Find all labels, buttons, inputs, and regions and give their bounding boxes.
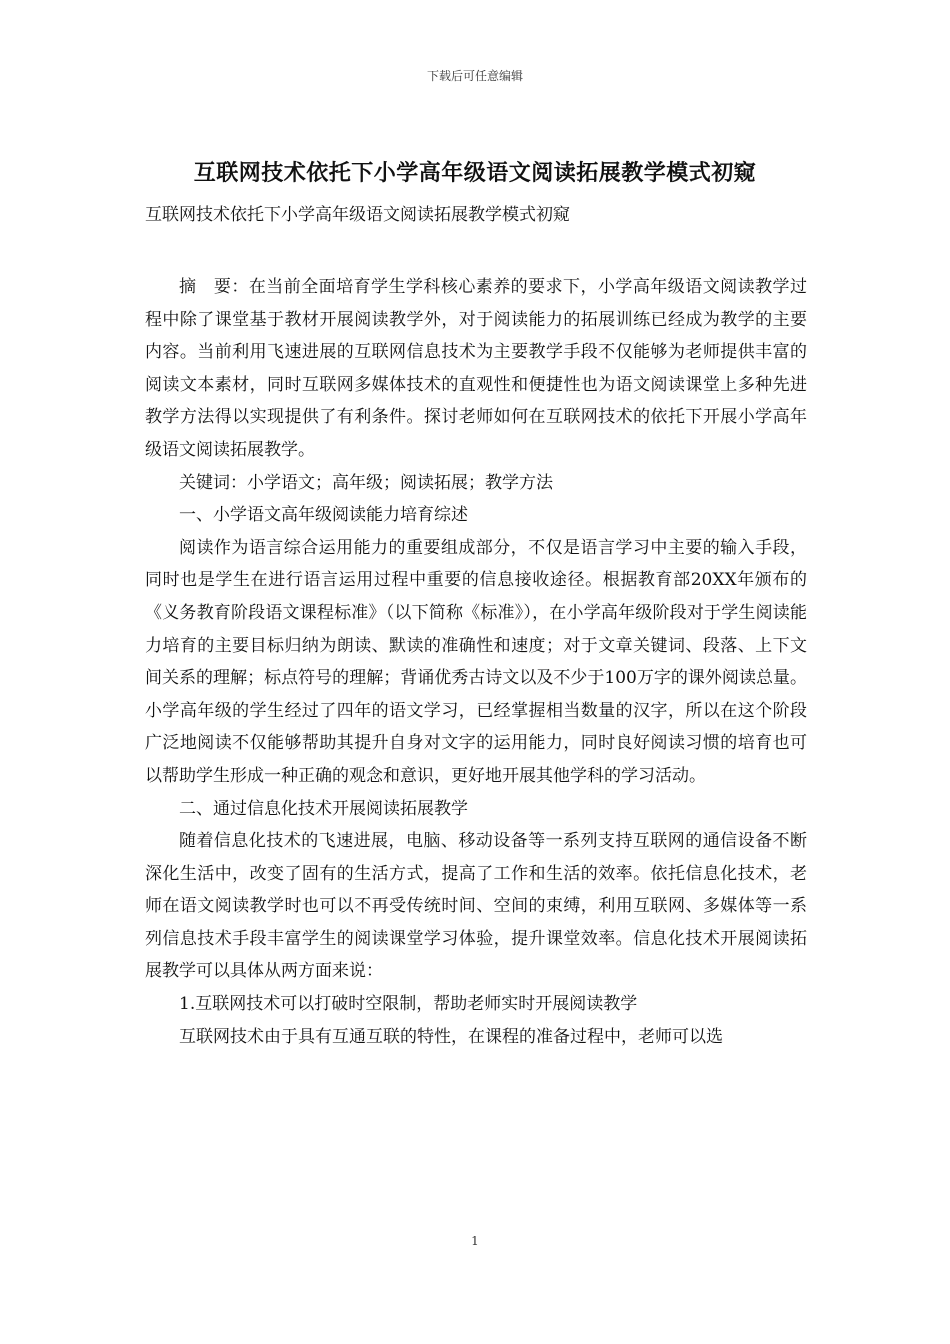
document-body <box>145 271 807 1053</box>
section-heading-1: 一、小学语文高年级阅读能力培育综述 <box>179 505 468 526</box>
section-heading-2: 二、通过信息化技术开展阅读拓展教学 <box>179 798 468 819</box>
document-title: 互联网技术依托下小学高年级语文阅读拓展教学模式初窥 <box>193 160 757 186</box>
abstract-paragraph: 摘 要：在当前全面培育学生学科核心素养的要求下，小学高年级语文阅读教学过程中除了课堂基于教材开展阅读教学外，对于阅读能力的拓展训练已经成为教学的主要内容。当前利用飞速进展的互联网信息技术为主要教学手段不仅能够为老师提供丰富的阅读文本素材，同时互联网多媒体技术的直观性和便捷性也为语文阅读课堂上多种先进教学方法得以实现提供了有利条件。探讨老师如何在互联网技术的依托下开展小学高年级语文阅读拓展教学。 <box>145 277 807 460</box>
body-paragraph: 互联网技术由于具有互通互联的特性，在课程的准备过程中，老师可以选 <box>179 1026 723 1047</box>
document-subtitle: 互联网技术依托下小学高年级语文阅读拓展教学模式初窥 <box>145 205 570 225</box>
body-paragraph: 阅读作为语言综合运用能力的重要组成部分，不仅是语言学习中主要的输入手段，同时也是学生在进行语言运用过程中重要的信息接收途径。根据教育部20XX年颁布的《义务教育阶段语文课程标准》（以下简称《标准》），在小学高年级阶段对于学生阅读能力培育的主要目标归纳为朗读、默读的准确性和速度；对于文章关键词、段落、上下文间关系的理解；标点符号的理解；背诵优秀古诗文以及不少于100万字的课外阅读总量。小学高年级的学生经过了四年的语文学习，已经掌握相当数量的汉字，所以在这个阶段广泛地阅读不仅能够帮助其提升自身对文字的运用能力，同时良好阅读习惯的培育也可以帮助学生形成一种正确的观念和意识，更好地开展其他学科的学习活动。 <box>145 537 807 786</box>
keywords-line: 关键词：小学语文；高年级；阅读拓展；教学方法 <box>179 472 553 493</box>
body-paragraph: 随着信息化技术的飞速进展，电脑、移动设备等一系列支持互联网的通信设备不断深化生活中，改变了固有的生活方式，提高了工作和生活的效率。依托信息化技术，老师在语文阅读教学时也可以不再受传统时间、空间的束缚，利用互联网、多媒体等一系列信息技术手段丰富学生的阅读课堂学习体验，提升课堂效率。信息化技术开展阅读拓展教学可以具体从两方面来说： <box>145 831 807 982</box>
page-header-note: 下载后可任意编辑 <box>426 69 523 83</box>
subsection-heading-1: 1.互联网技术可以打破时空限制，帮助老师实时开展阅读教学 <box>179 994 638 1015</box>
page-number: 1 <box>471 1234 479 1248</box>
